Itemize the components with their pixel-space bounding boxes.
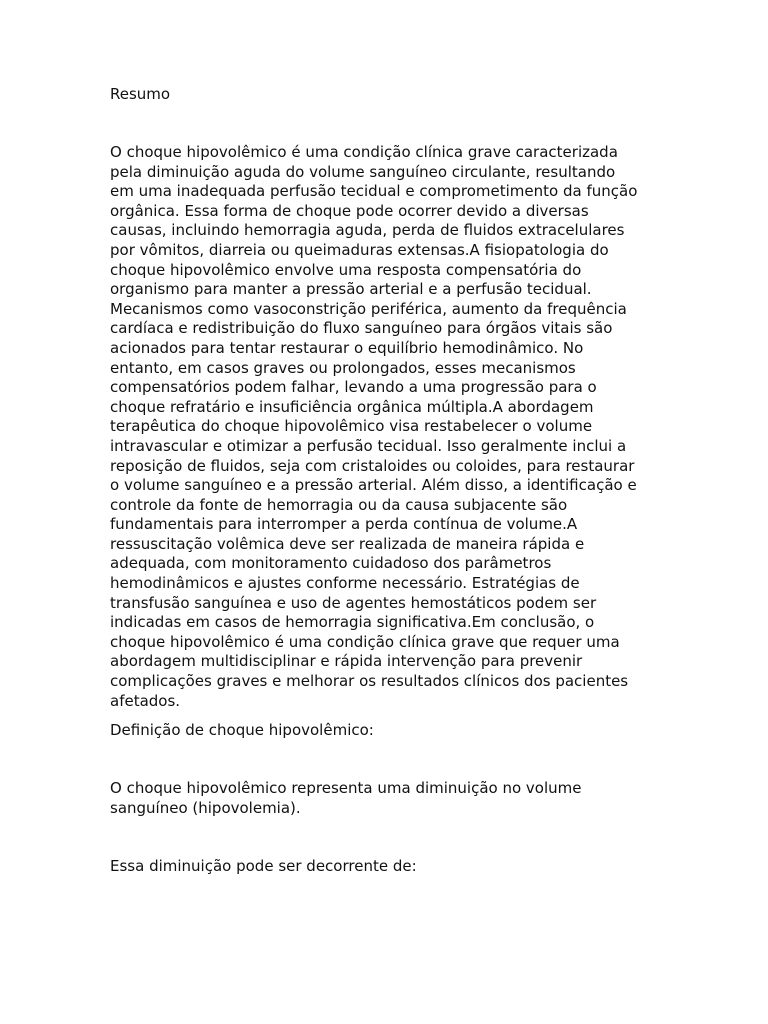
paragraph-line: cardíaca e redistribuição do fluxo sanguíneo para órgãos vitais são — [110, 319, 613, 338]
paragraph-line: ressuscitação volêmica deve ser realizada de maneira rápida e — [110, 534, 585, 553]
paragraph-line: transfusão sanguínea e uso de agentes hemostáticos podem ser — [110, 593, 597, 612]
paragraph-line: adequada, com monitoramento cuidadoso dos parâmetros — [110, 554, 552, 573]
paragraph-line: reposição de fluidos, seja com cristaloides ou coloides, para restaurar — [110, 456, 635, 475]
paragraph-line: terapêutica do choque hipovolêmico visa restabelecer o volume — [110, 417, 593, 436]
paragraph-line: afetados. — [110, 691, 181, 710]
paragraph-line: abordagem multidisciplinar e rápida intervenção para prevenir — [110, 652, 583, 671]
paragraph-line: hemodinâmicos e ajustes conforme necessário. Estratégias de — [110, 574, 580, 593]
paragraph-line: intravascular e otimizar a perfusão tecidual. Isso geralmente inclui a — [110, 436, 627, 455]
paragraph-line: O choque hipovolêmico representa uma diminuição no volume — [110, 779, 582, 797]
paragraph-line: choque refratário e insuficiência orgânica múltipla.A abordagem — [110, 397, 594, 416]
paragraph-line: acionados para tentar restaurar o equilíbrio hemodinâmico. No — [110, 338, 584, 357]
paragraph-line: compensatórios podem falhar, levando a uma progressão para o — [110, 378, 597, 397]
paragraph-line: organismo para manter a pressão arterial e a perfusão tecidual. — [110, 280, 592, 299]
causes-intro: Essa diminuição pode ser decorrente de: — [110, 857, 417, 875]
paragraph-line: orgânica. Essa forma de choque pode ocorrer devido a diversas — [110, 201, 589, 220]
section-title: Resumo — [110, 85, 171, 103]
paragraph-line: fundamentais para interromper a perda contínua de volume.A — [110, 515, 578, 534]
paragraph-line: em uma inadequada perfusão tecidual e comprometimento da função — [110, 182, 638, 201]
paragraph-line: Mecanismos como vasoconstrição periférica, aumento da frequência — [110, 299, 627, 318]
paragraph-line: por vômitos, diarreia ou queimaduras extensas.A fisiopatologia do — [110, 240, 609, 259]
paragraph-line: controle da fonte de hemorragia ou da causa subjacente são — [110, 495, 568, 514]
paragraph-line: choque hipovolêmico envolve uma resposta compensatória do — [110, 260, 582, 279]
definition-paragraph — [110, 779, 582, 818]
paragraph-line: o volume sanguíneo e a pressão arterial. Além disso, a identificação e — [110, 476, 637, 495]
paragraph-line: pela diminuição aguda do volume sanguíneo circulante, resultando — [110, 162, 616, 181]
paragraph-line: choque hipovolêmico é uma condição clínica grave que requer uma — [110, 632, 620, 651]
paragraph-line: O choque hipovolêmico é uma condição clínica grave caracterizada — [110, 143, 618, 161]
definition-heading: Definição de choque hipovolêmico: — [110, 721, 374, 739]
summary-paragraph — [110, 143, 637, 711]
paragraph-line: causas, incluindo hemorragia aguda, perda de fluidos extracelulares — [110, 221, 625, 240]
paragraph-line: sanguíneo (hipovolemia). — [110, 798, 301, 817]
paragraph-line: indicadas em casos de hemorragia significativa.Em conclusão, o — [110, 613, 595, 632]
paragraph-line: complicações graves e melhorar os resultados clínicos dos pacientes — [110, 672, 629, 691]
paragraph-line: entanto, em casos graves ou prolongados, esses mecanismos — [110, 358, 576, 377]
